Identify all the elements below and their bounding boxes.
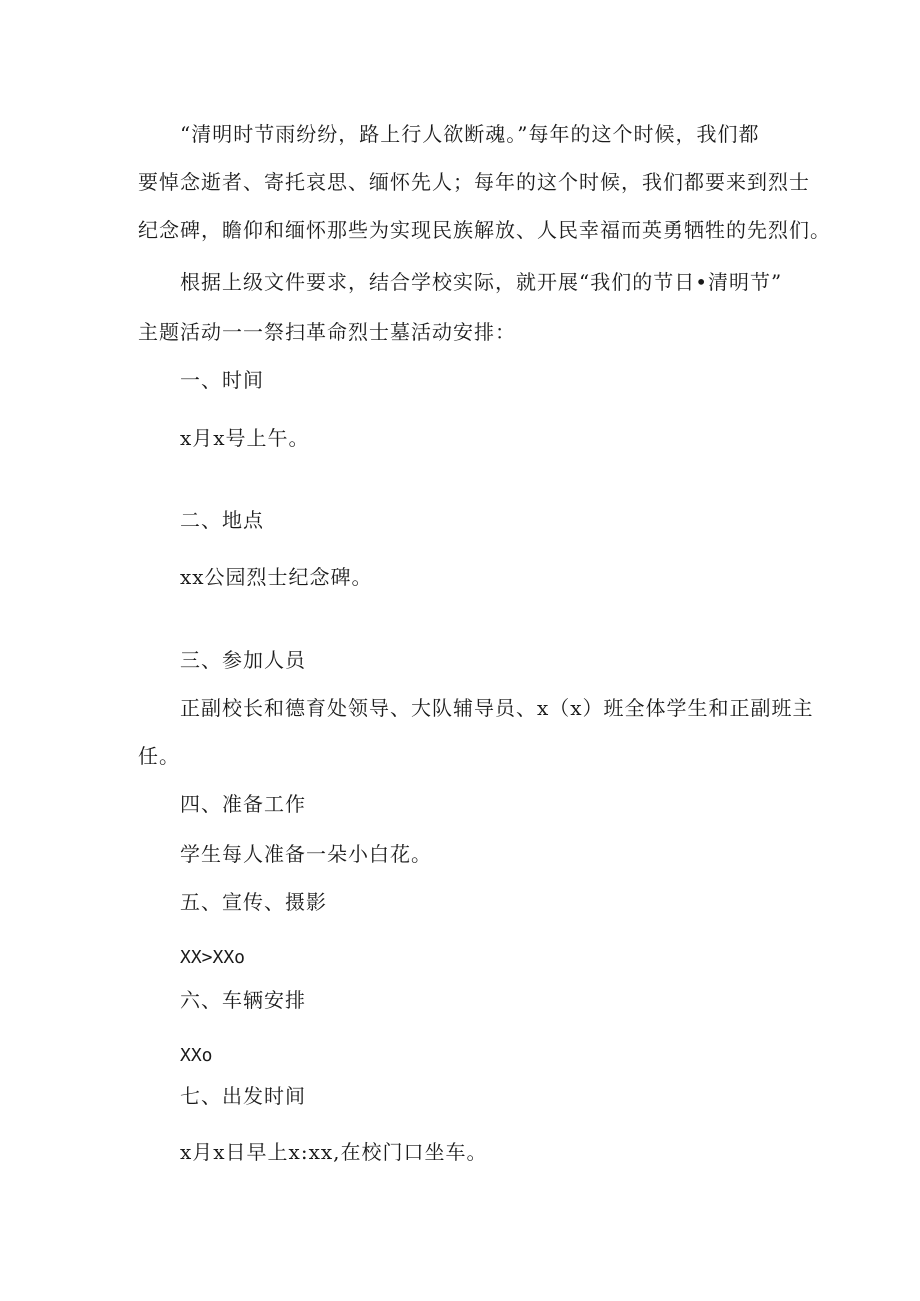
section-place-body: xx公园烈士纪念碑。 — [180, 565, 373, 589]
section-place-heading: 二、地点 — [180, 508, 264, 532]
section-preparation-heading: 四、准备工作 — [180, 792, 306, 816]
section-time-heading: 一、时间 — [180, 368, 264, 392]
basis-line-1: 根据上级文件要求，结合学校实际，就开展“我们的节日•清明节” — [180, 270, 783, 294]
intro-line-1: “清明时节雨纷纷，路上行人欲断魂。”每年的这个时候，我们都 — [180, 122, 760, 146]
intro-line-3: 纪念碑，瞻仰和缅怀那些为实现民族解放、人民幸福而英勇牺牲的先烈们。 — [138, 218, 831, 242]
section-participants-heading: 三、参加人员 — [180, 648, 306, 672]
section-preparation-body: 学生每人准备一朵小白花。 — [180, 842, 432, 866]
section-vehicles-body: XXo — [180, 1045, 213, 1066]
section-departure-body: x月x日早上x:xx,在校门口坐车。 — [180, 1140, 488, 1164]
intro-line-2: 要悼念逝者、寄托哀思、缅怀先人；每年的这个时候，我们都要来到烈士 — [138, 170, 810, 194]
section-time-body: x月x号上午。 — [180, 426, 310, 450]
section-participants-body-line-1: 正副校长和德育处领导、大队辅导员、x（x）班全体学生和正副班主 — [180, 696, 814, 720]
section-departure-heading: 七、出发时间 — [180, 1084, 306, 1108]
section-publicity-heading: 五、宣传、摄影 — [180, 890, 327, 914]
section-publicity-body: XX>XXo — [180, 947, 246, 968]
section-vehicles-heading: 六、车辆安排 — [180, 988, 306, 1012]
basis-line-2: 主题活动一一祭扫革命烈士墓活动安排： — [138, 320, 516, 344]
section-participants-body-line-2: 任。 — [138, 744, 180, 768]
